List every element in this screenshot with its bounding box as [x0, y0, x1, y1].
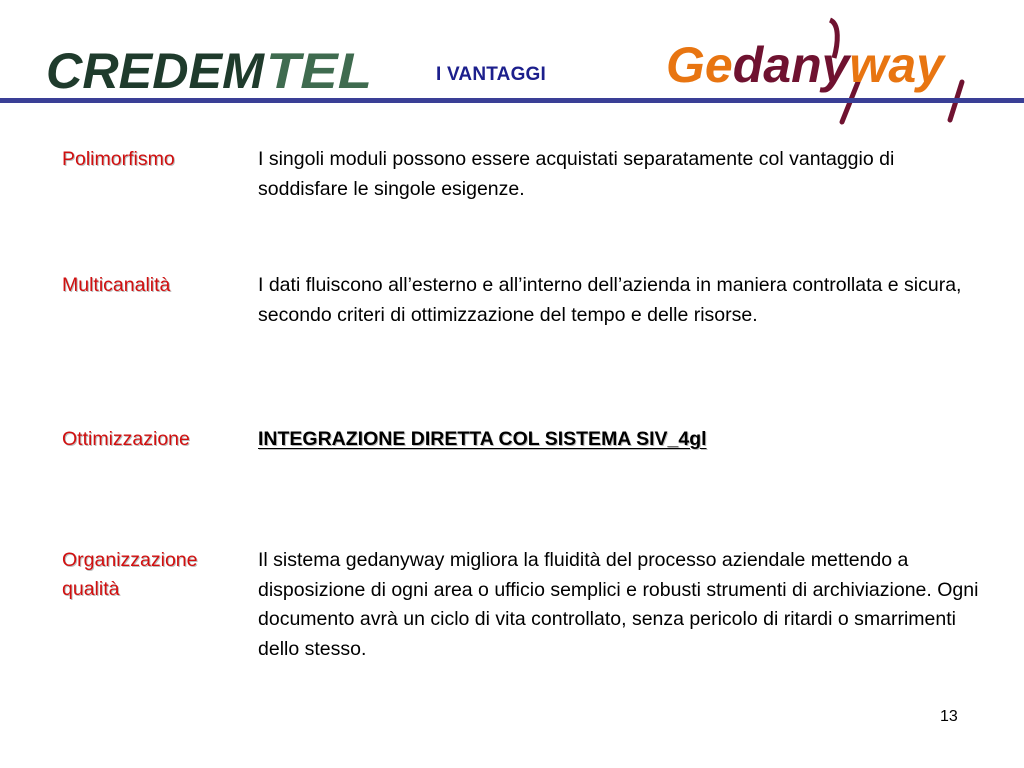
label-multicanalita: Multicanalità — [62, 274, 171, 296]
text-organizzazione-qualita: Il sistema gedanyway migliora la fluidità del processo aziendale mettendo a disposizione di ogni area o ufficio semplici e robusti strumenti di archiviazione. Ogni documento avrà un ciclo di vita controllato, senza pericolo di ritardi o smarrimenti dello stesso. — [258, 549, 979, 660]
gedanyway-part-ge: Ge — [666, 37, 733, 93]
label-polimorfismo: Polimorfismo — [62, 148, 175, 170]
credemtel-logo — [44, 44, 374, 96]
text-multicanalita: I dati fluiscono all’esterno e all’interno dell’azienda in maniera controllata e sicura, secondo criteri di ottimizzazione del tempo e delle risorse. — [258, 274, 962, 326]
label-organizzazione-qualita — [62, 546, 198, 604]
credemtel-logo-credem: CREDEM — [46, 44, 266, 96]
credemtel-logo-tel: TEL — [266, 44, 372, 96]
page-number: 13 — [940, 708, 958, 725]
text-ottimizzazione: INTEGRAZIONE DIRETTA COL SISTEMA SIV_4gl — [258, 428, 707, 450]
gedanyway-logo — [662, 14, 1007, 126]
gedanyway-logo-graphic — [662, 14, 1007, 126]
label-qualita: qualità — [62, 578, 120, 600]
header-divider — [0, 98, 1024, 103]
gedanyway-wordmark — [666, 37, 946, 93]
gedanyway-part-ny: ny — [791, 37, 850, 93]
label-organizzazione: Organizzazione — [62, 549, 198, 571]
gedanyway-part-da: da — [732, 37, 792, 93]
label-ottimizzazione: Ottimizzazione — [62, 428, 190, 450]
text-polimorfismo: I singoli moduli possono essere acquistati separatamente col vantaggio di soddisfare le singole esigenze. — [258, 148, 895, 200]
slide-title: I VANTAGGI — [436, 64, 547, 85]
gedanyway-part-way: way — [849, 37, 944, 93]
credemtel-logo-graphic — [44, 44, 374, 96]
